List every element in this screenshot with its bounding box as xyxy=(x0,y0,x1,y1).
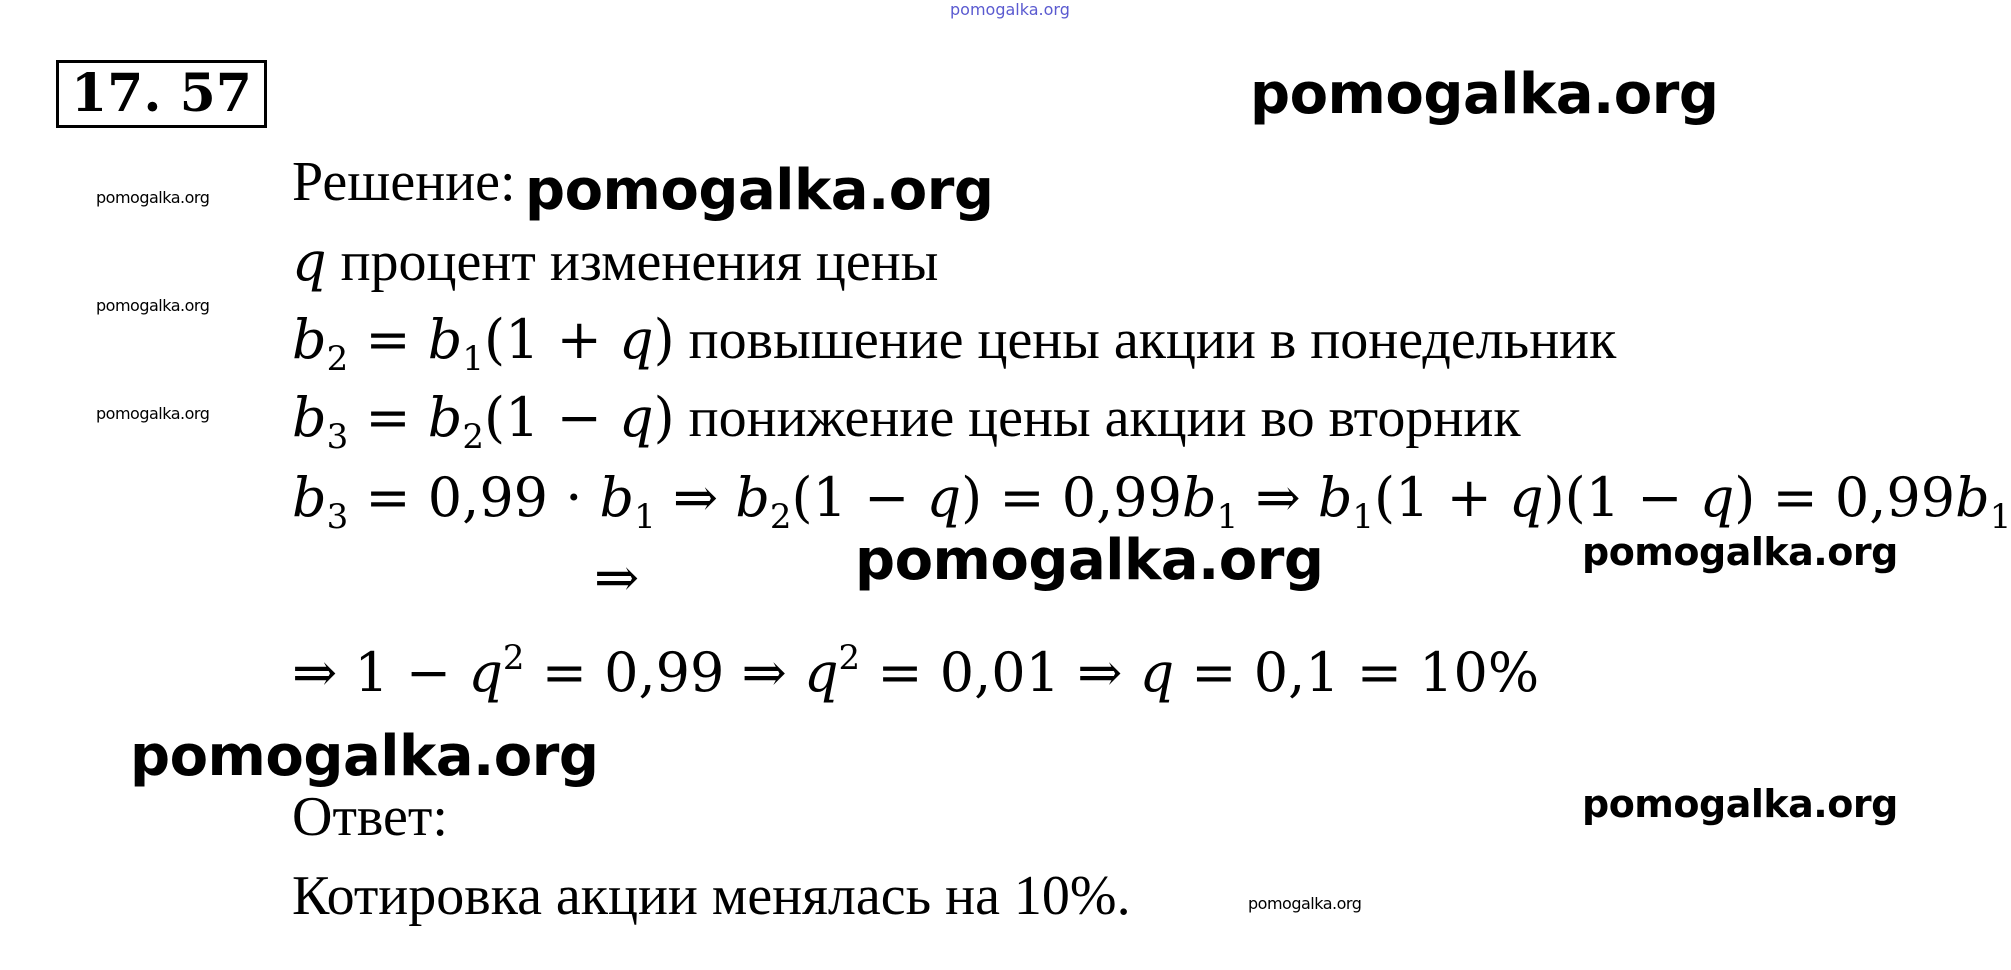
watermark-solution: pomogalka.org xyxy=(525,158,994,223)
formula-b3: $b_3 = b_2(1 - q)$ xyxy=(292,386,675,457)
watermark-mid-right: pomogalka.org xyxy=(1582,530,1898,574)
watermark-header: pomogalka.org xyxy=(1250,62,1719,127)
solution-heading: Решение: xyxy=(292,151,516,213)
answer-heading: Ответ: xyxy=(292,786,448,848)
line-2-text: повышение цены акции в понедельник xyxy=(674,309,1617,371)
implies-arrow: ⇒ xyxy=(594,546,640,609)
watermark-left-2: pomogalka.org xyxy=(96,296,210,315)
answer-text: Котировка акции менялась на 10%. xyxy=(292,865,1131,927)
watermark-left-3: pomogalka.org xyxy=(96,404,210,423)
variable-q: q xyxy=(292,230,327,293)
watermark-answer-right: pomogalka.org xyxy=(1582,782,1898,826)
watermark-answer-left: pomogalka.org xyxy=(130,724,599,789)
formula-chain-1: $b_3 = 0,99 \cdot b_1$ ⇒ $b_2(1 - q) = 0,99b_1$ ⇒ $b_1(1 + q)(1 - q) = 0,99b_1$ xyxy=(292,466,2011,537)
problem-number: 17. 57 xyxy=(56,60,267,128)
solution-line-1 xyxy=(292,232,938,292)
line-3-text: понижение цены акции во вторник xyxy=(674,387,1521,449)
line-1-text: процент изменения цены xyxy=(326,231,939,293)
formula-chain-2: ⇒ $1 - q^2 = 0,99$ ⇒ $q^2 = 0,01$ ⇒ q = 0,1 = 10% xyxy=(292,638,1540,704)
watermark-mid-center: pomogalka.org xyxy=(855,528,1324,593)
watermark-left-1: pomogalka.org xyxy=(96,188,210,207)
solution-line-6 xyxy=(292,628,1539,703)
site-link[interactable]: pomogalka.org xyxy=(950,0,1070,19)
solution-line-2 xyxy=(292,310,1616,389)
solution-line-3 xyxy=(292,388,1521,467)
formula-b2: $b_2 = b_1(1 + q)$ xyxy=(292,308,675,379)
watermark-bottom: pomogalka.org xyxy=(1248,894,1362,913)
